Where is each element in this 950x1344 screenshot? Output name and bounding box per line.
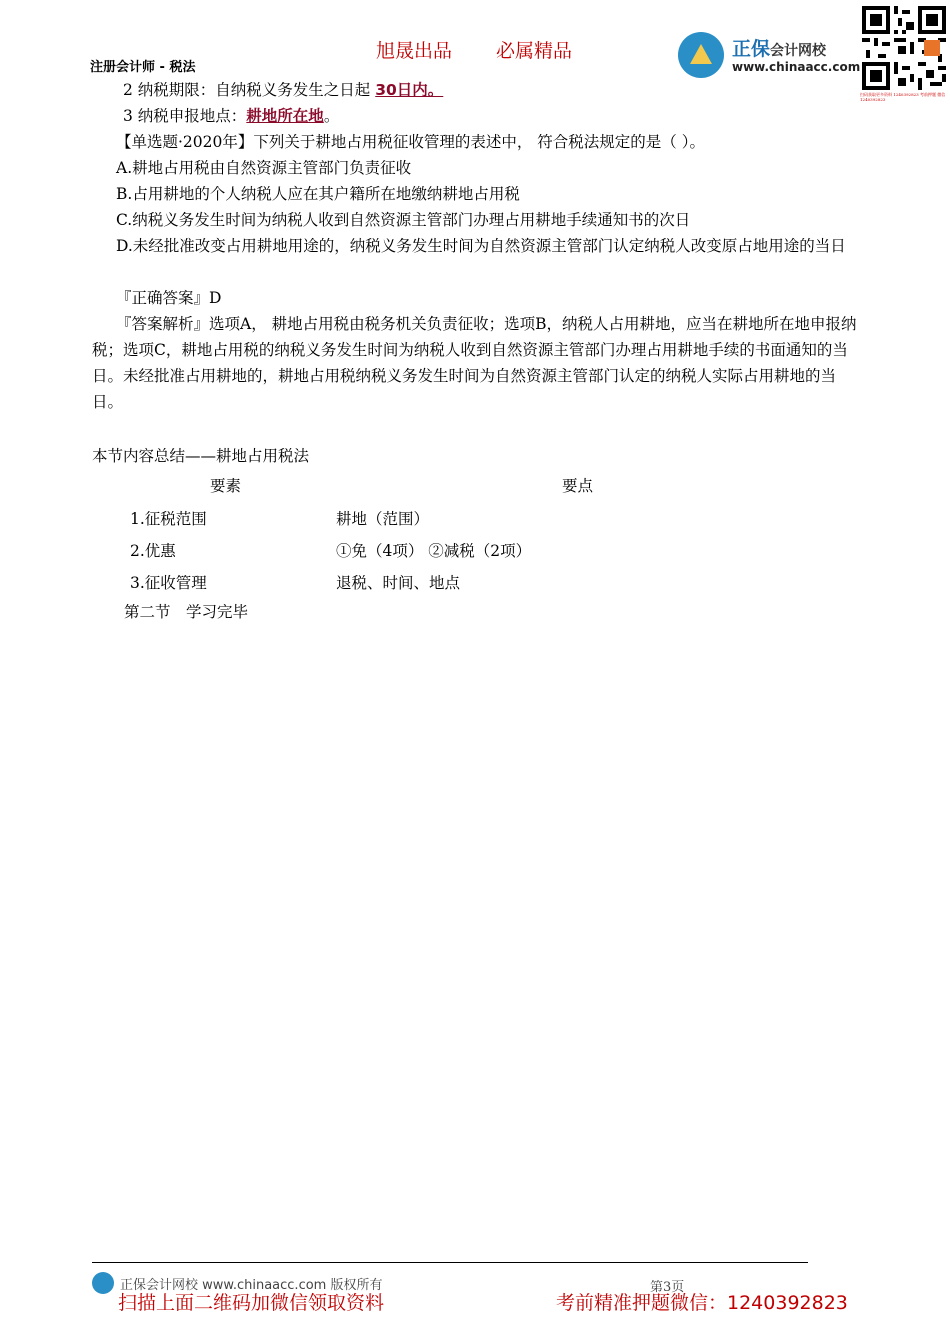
location-highlight: 耕地所在地 [246,107,324,125]
summary-title: 本节内容总结——耕地占用税法 [92,447,310,465]
section-finish: 第二节 学习完毕 [124,603,249,621]
summary-row-point: ①免（4项） ②减税（2项） [336,542,532,560]
answer-analysis: 『答案解析』选项A， 耕地占用税由税务机关负责征收；选项B，纳税人占用耕地，应当在耕地所在地申报纳税；选项C，耕地占用税的纳税义务发生时间为纳税人收到自然资源主管部门办理占用耕地手续的书面通知的当日。未经批准占用耕地的，耕地占用税纳税义务发生时间为自然资源主管部门认定的纳税人实际占用耕地的当日。 [92,315,857,411]
summary-row-element: 3.征收管理 [130,574,207,592]
footer-logo-icon [92,1272,114,1294]
summary-row-point: 耕地（范围） [336,510,430,528]
question-stem: 【单选题·2020年】下列关于耕地占用税征收管理的表述中， 符合税法规定的是（ ）。 [116,133,705,151]
promo-left: 旭晟出品 [376,40,453,62]
footer-copyright: 正保会计网校 www.chinaacc.com 版权所有 [120,1278,383,1293]
qr-note: 扫码获取更多资料 1240392823 考前押题 微信 1240392823 [860,92,946,102]
period-line: 2 纳税期限：自纳税义务发生之日起 30日内。 [123,81,444,99]
chinaacc-logo [678,30,861,82]
qr-code-icon [862,6,946,90]
option-d: D.未经批准改变占用耕地用途的，纳税义务发生时间为自然资源主管部门认定纳税人改变原占地用途的当日 [116,237,846,255]
summary-col-element: 要素 [210,477,242,495]
promo-right: 必属精品 [496,40,573,62]
summary-row-element: 1.征税范围 [130,510,207,528]
page-number: 第3页 [650,1280,685,1295]
option-a: A.耕地占用税由自然资源主管部门负责征收 [116,159,412,177]
logo-url: www.chinaacc.com [732,60,861,74]
footer-promo-right: 考前精准押题微信：1240392823 [556,1292,848,1314]
option-c: C.纳税义务发生时间为纳税人收到自然资源主管部门办理占用耕地手续通知书的次日 [116,211,691,229]
location-line: 3 纳税申报地点：耕地所在地。 [123,107,340,125]
summary-row-point: 退税、时间、地点 [336,574,461,592]
course-title: 注册会计师 - 税法 [90,60,196,75]
option-b: B.占用耕地的个人纳税人应在其户籍所在地缴纳耕地占用税 [116,185,520,203]
summary-col-point: 要点 [562,477,594,495]
footer-promo-left: 扫描上面二维码加微信领取资料 [118,1292,385,1314]
logo-circle-icon [678,32,724,78]
logo-text: 正保会计网校 [732,38,827,60]
correct-answer: 『正确答案』D [116,289,222,307]
period-highlight: 30日内。 [375,81,444,99]
summary-row-element: 2.优惠 [130,542,176,560]
footer-divider [92,1262,808,1263]
